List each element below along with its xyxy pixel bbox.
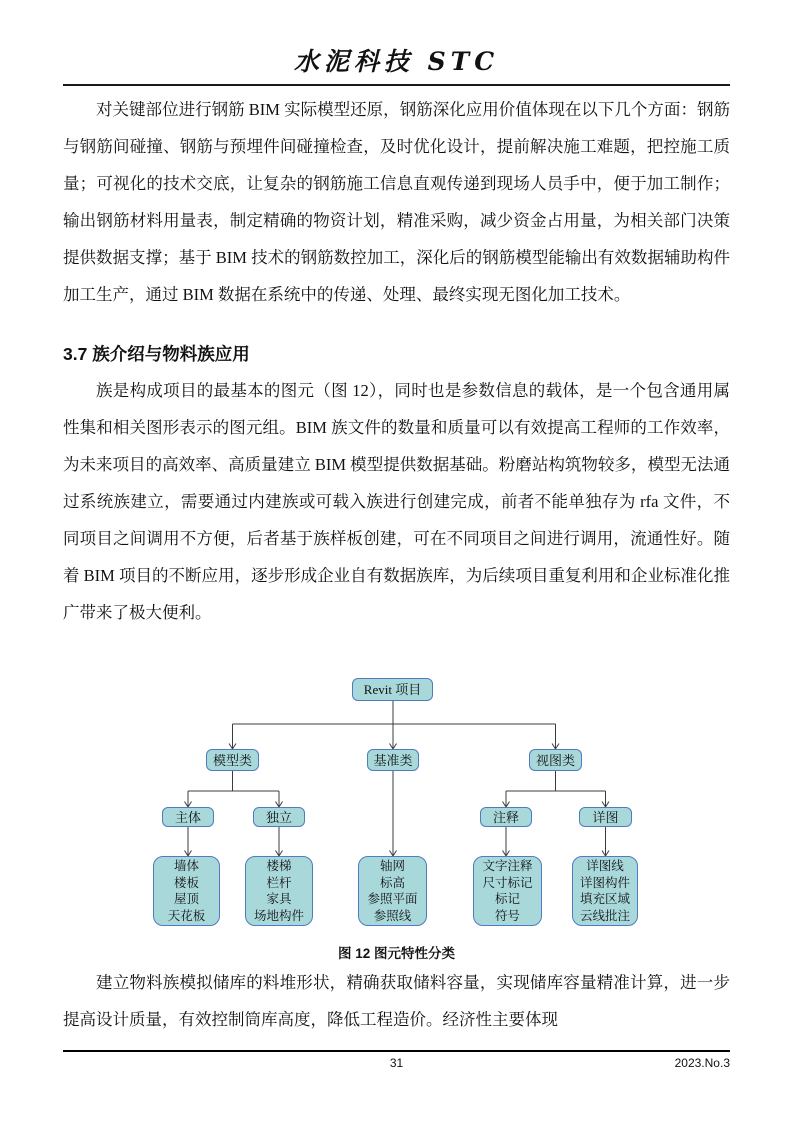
leaf-item: 场地构件 [253, 908, 304, 923]
leaf-item: 详图线 [586, 859, 624, 873]
body-paragraph-3: 建立物料族模拟储库的料堆形状，精确获取储料容量，实现储库容量精准计算，进一步提高设计质量，有效控制筒库高度，降低工程造价。经济性主要体现 [63, 973, 730, 1029]
leaf-item: 尺寸标记 [482, 875, 533, 890]
diagram-box-annotation: 注释 [480, 807, 532, 827]
leaf-box-annotation-elements [473, 856, 542, 926]
leaf-box-datum-elements [358, 856, 427, 926]
leaf-item: 屋顶 [173, 892, 199, 906]
leaf-item: 墙体 [173, 859, 199, 873]
leaf-item: 参照线 [373, 908, 412, 923]
leaf-box-detail-elements [572, 856, 638, 926]
leaf-item: 楼梯 [266, 859, 292, 873]
diagram-box-model-category: 模型类 [206, 749, 259, 771]
body-paragraph-2: 族是构成项目的最基本的图元（图 12），同时也是参数信息的载体，是一个包含通用属性集和相关图形表示的图元组。BIM 族文件的数量和质量可以有效提高工程师的工作效率，为未来项目的高效率、高质量建立 BIM 模型提供数据基础。粉磨站构筑物较多，模型无法通过系统族建立，需要通过内建族或可载入族进行创建完成，前者不能单独存为 rfa 文件，不同项目之间调用不方便，后者基于族样板创建，可在不同项目之间进行调用，流通性好。随着 BIM 项目的不断应用，逐步形成企业自有数据族库，为后续项目重复利用和企业标准化推广带来了极大便利。 [63, 381, 730, 622]
section-heading: 3.7 族介绍与物料族应用 [63, 344, 250, 364]
leaf-item: 楼板 [173, 875, 199, 890]
leaf-item: 详图构件 [579, 875, 630, 890]
diagram-box-view-category: 视图类 [529, 749, 582, 771]
diagram-root-box: Revit 项目 [352, 678, 433, 701]
leaf-item: 轴网 [379, 859, 405, 873]
leaf-item: 栏杆 [266, 875, 292, 890]
element-classification-diagram [63, 672, 730, 942]
leaf-item: 云线批注 [579, 908, 630, 923]
leaf-item: 标记 [494, 892, 520, 906]
footer-rule [63, 1050, 730, 1052]
diagram-box-host: 主体 [162, 807, 214, 827]
body-paragraph-1: 对关键部位进行钢筋 BIM 实际模型还原，钢筋深化应用价值体现在以下几个方面：钢筋与钢筋间碰撞、钢筋与预埋件间碰撞检查，及时优化设计，提前解决施工难题，把控施工质量；可视化的技术交底，让复杂的钢筋施工信息直观传递到现场人员手中，便于加工制作；输出钢筋材料用量表，制定精确的物资计划，精准采购，减少资金占用量，为相关部门决策提供数据支撑；基于 BIM 技术的钢筋数控加工，深化后的钢筋模型能输出有效数据辅助构件加工生产，通过 BIM 数据在系统中的传递、处理、最终实现无图化加工技术。 [63, 100, 730, 304]
diagram-box-detail: 详图 [579, 807, 632, 827]
leaf-item: 文字注释 [482, 859, 533, 873]
leaf-box-standalone-elements [245, 856, 313, 926]
diagram-box-datum-category: 基准类 [367, 749, 419, 771]
leaf-item: 填充区域 [579, 892, 630, 906]
journal-title: 水泥科技 STC [293, 47, 500, 76]
leaf-item: 标高 [379, 875, 405, 890]
leaf-item: 参照平面 [367, 892, 418, 906]
figure-caption: 图 12 图元特性分类 [337, 946, 456, 961]
leaf-box-host-elements [153, 856, 220, 926]
leaf-item: 天花板 [167, 908, 206, 923]
issue-number: 2023.No.3 [674, 1056, 730, 1070]
leaf-item: 家具 [266, 892, 292, 906]
diagram-box-standalone: 独立 [253, 807, 305, 827]
leaf-item: 符号 [494, 908, 520, 923]
page-number: 31 [389, 1056, 404, 1070]
header-rule [63, 84, 730, 86]
